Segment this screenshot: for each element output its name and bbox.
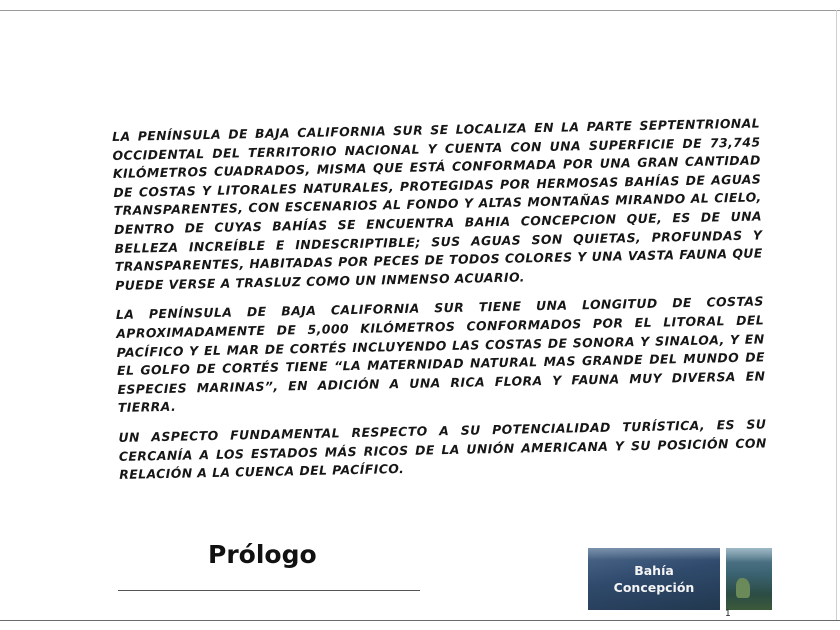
landscape-thumbnail: [726, 548, 772, 610]
page-number: 1: [725, 609, 731, 619]
bottom-border-line: [0, 620, 840, 621]
section-title: Prólogo: [208, 540, 317, 569]
photo-caption-line-2: Concepción: [613, 580, 695, 595]
paragraph-2: LA PENÍNSULA DE BAJA CALIFORNIA SUR TIENE UNA LONGITUD DE COSTAS APROXIMADAMENTE DE 5,000 KILÓMETROS CONFORMADOS POR EL LITORAL DEL PACÍFICO Y EL MAR DE CORTÉS INCLUYENDO LAS COSTAS DE SONORA Y SINALOA, Y EN EL GOLFO DE CORTÉS TIENE “LA MATERNIDAD NATURAL MAS GRANDE DEL MUNDO DE ESPECIES MARINAS”, EN ADICIÓN A UNA RICA FLORA Y FAUNA MUY DIVERSA EN TIERRA.: [115, 293, 766, 416]
right-border-line: [836, 10, 837, 620]
photo-caption-line-1: Bahía: [634, 563, 674, 578]
document-body: [112, 114, 768, 495]
bahia-concepcion-photo: [588, 548, 720, 610]
title-underline: [118, 590, 420, 591]
paragraph-1: LA PENÍNSULA DE BAJA CALIFORNIA SUR SE LOCALIZA EN LA PARTE SEPTENTRIONAL OCCIDENTAL DEL TERRITORIO NACIONAL Y CUENTA CON UNA SUPERFICIE DE 73,745 KILÓMETROS CUADRADOS, MISMA QUE ESTÁ CONFORMADA POR UNA GRAN CANTIDAD DE COSTAS Y LITORALES NATURALES, PROTEGIDAS POR HERMOSAS BAHÍAS DE AGUAS TRANSPARENTES, CON ESCENARIOS AL FONDO Y ALTAS MONTAÑAS MIRANDO AL CIELO, DENTRO DE CUYAS BAHÍAS SE ENCUENTRA BAHIA CONCEPCION QUE, ES DE UNA BELLEZA INCREÍBLE E INDESCRIPTIBLE; SUS AGUAS SON QUIETAS, PROFUNDAS Y TRANSPARENTES, HABITADAS POR PECES DE TODOS COLORES Y UNA VASTA FAUNA QUE PUEDE VERSE A TRASLUZ COMO UN INMENSO ACUARIO.: [112, 115, 763, 293]
top-border-line: [0, 10, 840, 11]
paragraph-3: UN ASPECTO FUNDAMENTAL RESPECTO A SU POTENCIALIDAD TURÍSTICA, ES SU CERCANÍA A LOS ESTADOS MÁS RICOS DE LA UNIÓN AMERICANA Y SU POSICIÓN CON RELACIÓN A LA CUENCA DEL PACÍFICO.: [118, 416, 767, 483]
